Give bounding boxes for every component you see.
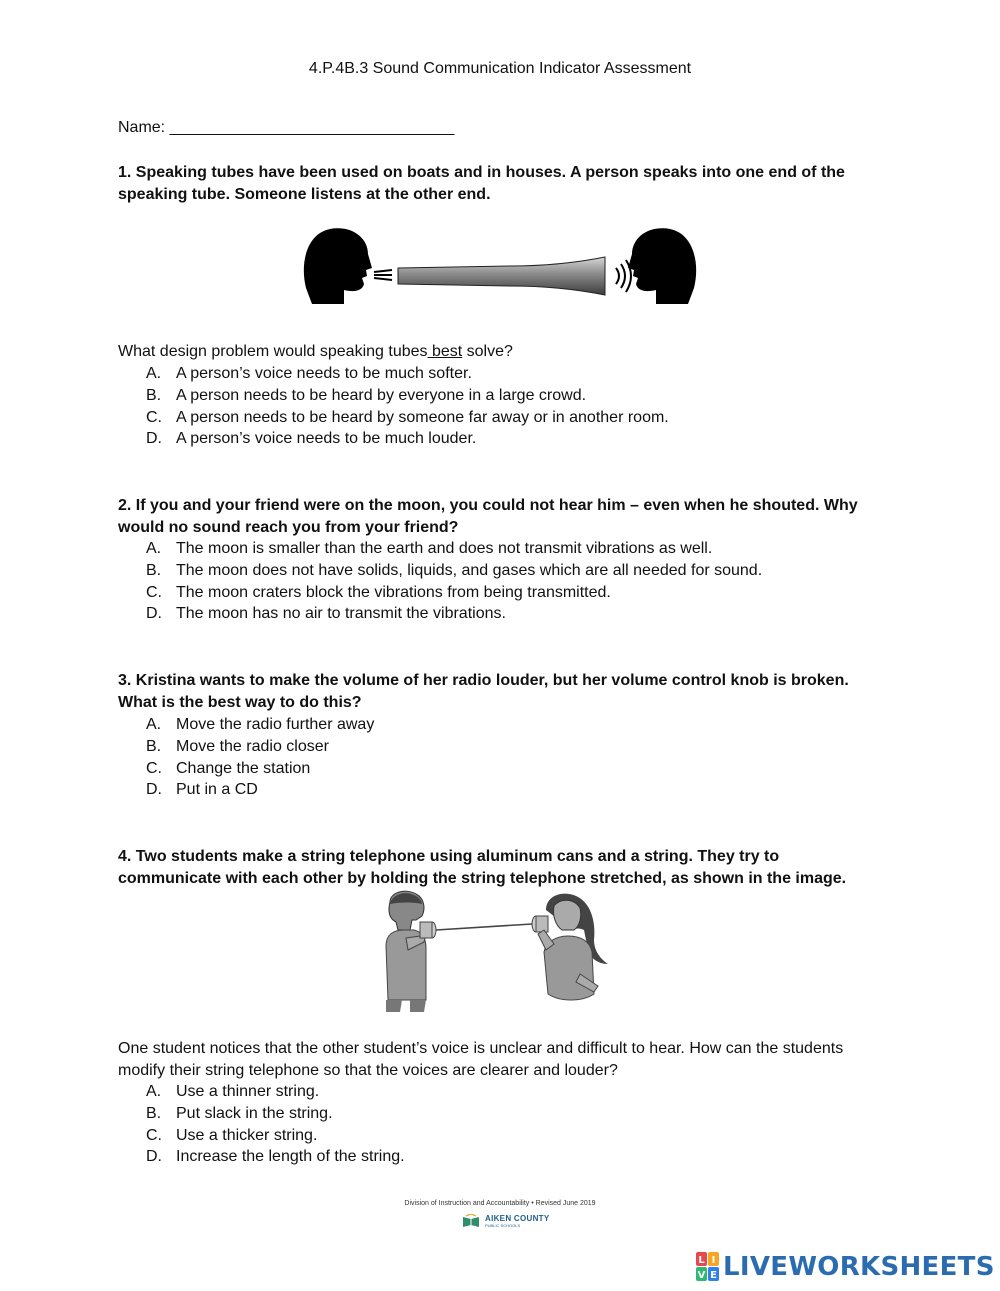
question-2-text: 2. If you and your friend were on the moon, you could not hear him – even when he shouted. Why would no sound reach you from your friend? bbox=[118, 497, 858, 536]
page-title: 4.P.4B.3 Sound Communication Indicator Assessment bbox=[308, 60, 692, 77]
option-3d[interactable]: D. Put in a CD bbox=[146, 781, 258, 799]
question-2-options bbox=[146, 538, 762, 625]
sound-waves-icon bbox=[616, 260, 631, 292]
option-4a[interactable]: A. Use a thinner string. bbox=[146, 1083, 320, 1100]
name-label: Name: bbox=[118, 119, 166, 136]
can-right-icon bbox=[532, 916, 548, 932]
listener-head-icon bbox=[628, 228, 696, 304]
live-badge-icon bbox=[696, 1252, 720, 1282]
string-telephone-image bbox=[376, 890, 620, 1014]
option-2c[interactable]: C. The moon craters block the vibrations from being transmitted. bbox=[146, 583, 611, 601]
question-4-prompt: One student notices that the other student’s voice is unclear and difficult to hear. How can the students modify their string telephone so that the voices are clearer and louder? bbox=[118, 1040, 844, 1079]
option-1d[interactable]: D. A person’s voice needs to be much louder. bbox=[146, 430, 477, 448]
speaker-head-icon bbox=[304, 228, 372, 304]
option-2b[interactable]: B. The moon does not have solids, liquids, and gases which are all needed for sound. bbox=[146, 561, 763, 579]
option-3c[interactable]: C. Change the station bbox=[146, 759, 311, 777]
aiken-county-logo bbox=[462, 1214, 550, 1228]
county-name: AIKEN COUNTY bbox=[485, 1214, 550, 1223]
can-left-icon bbox=[420, 922, 436, 938]
option-1b[interactable]: B. A person needs to be heard by everyone in a large crowd. bbox=[146, 386, 587, 404]
question-3-options bbox=[146, 714, 374, 801]
book-icon bbox=[462, 1214, 480, 1228]
emphasis-best: best bbox=[427, 343, 463, 360]
speaking-tube-image bbox=[300, 224, 700, 308]
question-3-text: 3. Kristina wants to make the volume of her radio louder, but her volume control knob is broken. What is the best way to do this? bbox=[118, 672, 849, 711]
liveworksheets-logo[interactable] bbox=[696, 1252, 995, 1282]
telephone-string bbox=[436, 924, 532, 930]
option-2a[interactable]: A. The moon is smaller than the earth and does not transmit vibrations as well. bbox=[146, 540, 713, 557]
question-1-text: 1. Speaking tubes have been used on boats and in houses. A person speaks into one end of the speaking tube. Someone listens at the other end. bbox=[118, 164, 845, 203]
speaking-tube-icon bbox=[398, 257, 605, 295]
badge-letter-e: E bbox=[710, 1270, 717, 1281]
option-1c[interactable]: C. A person needs to be heard by someone far away or in another room. bbox=[146, 408, 669, 426]
speech-lines-icon bbox=[374, 270, 392, 280]
option-4d[interactable]: D. Increase the length of the string. bbox=[146, 1148, 405, 1166]
question-1-prompt: What design problem would speaking tubes best solve? bbox=[118, 343, 513, 360]
option-2d[interactable]: D. The moon has no air to transmit the vibrations. bbox=[146, 605, 506, 623]
footer-line: Division of Instruction and Accountability • Revised June 2019 bbox=[404, 1200, 596, 1207]
county-subtitle: PUBLIC SCHOOLS bbox=[485, 1223, 521, 1228]
badge-letter-i: I bbox=[711, 1255, 716, 1266]
question-4-options bbox=[146, 1081, 405, 1168]
girl-figure-icon bbox=[538, 894, 608, 1000]
question-4-text: 4. Two students make a string telephone using aluminum cans and a string. They try to communicate with each other by holding the string telephone stretched, as shown in the image. bbox=[118, 848, 847, 887]
option-3b[interactable]: B. Move the radio closer bbox=[146, 737, 329, 755]
option-3a[interactable]: A. Move the radio further away bbox=[146, 716, 375, 733]
question-1-options bbox=[146, 363, 669, 450]
name-field[interactable] bbox=[118, 119, 454, 137]
badge-letter-v: V bbox=[697, 1270, 706, 1281]
option-4b[interactable]: B. Put slack in the string. bbox=[146, 1104, 333, 1122]
option-1a[interactable]: A. A person’s voice needs to be much softer. bbox=[146, 365, 472, 382]
boy-figure-icon bbox=[386, 891, 428, 1012]
liveworksheets-wordmark: LIVEWORKSHEETS bbox=[723, 1252, 995, 1282]
option-4c[interactable]: C. Use a thicker string. bbox=[146, 1126, 318, 1144]
badge-letter-l: L bbox=[698, 1255, 705, 1266]
name-blank[interactable]: ________________________________ bbox=[169, 119, 455, 136]
